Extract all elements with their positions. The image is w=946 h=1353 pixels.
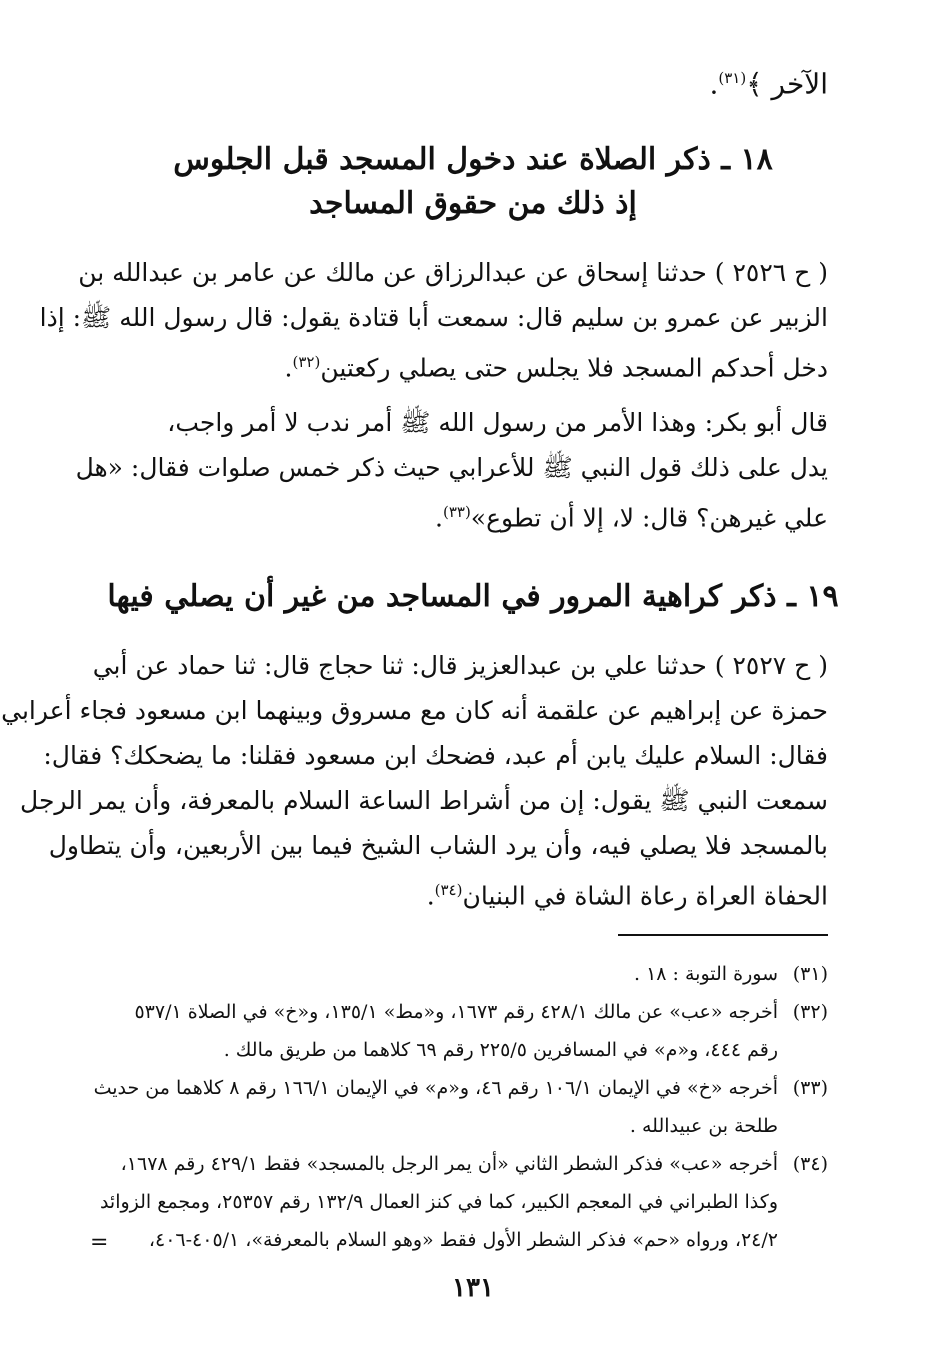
section-heading-19 (100, 575, 846, 619)
paragraph-line: ( ح ٢٥٢٦ ) حدثنا إسحاق عن عبدالرزاق عن مالك عن عامر بن عبدالله بن (78, 258, 828, 287)
footnote-34 (99, 1145, 828, 1259)
paragraph-line (128, 340, 828, 390)
section-heading-19-line1: ١٩ ـ ذكر كراهية المرور في المساجد من غير أن يصلي فيها (107, 579, 839, 614)
paragraph-line: يدل على ذلك قول النبي ﷺ للأعرابي حيث ذكر خمس صلوات فقال: «هل (75, 453, 828, 482)
verse-ending-period: . (709, 67, 719, 101)
footnote-line: وكذا الطبراني في المعجم الكبير، كما في كنز العمال ١٣٢/٩ رقم ٢٥٣٥٧، ومجمع الزوائد (99, 1191, 778, 1213)
footnote-ref-31: (٣١) (718, 69, 747, 87)
footnote-32 (128, 993, 828, 1069)
paragraph-line (128, 490, 828, 540)
footnote-number: (٣٣) (792, 1077, 828, 1099)
paragraph-line (128, 868, 828, 918)
footnote-line: سورة التوبة : ١٨ . (634, 963, 778, 985)
paragraph-line-text: الحفاة العراة رعاة الشاة في البنيان (462, 881, 828, 911)
footnote-body (100, 1145, 778, 1259)
page-number: ١٣١ (452, 1273, 494, 1303)
footnote-ref-32: (٣٢) (292, 353, 321, 371)
hadith-2527-paragraph (1, 643, 828, 918)
paragraph-line: الزبير عن عمرو بن سليم قال: سمعت أبا قتادة يقول: قال رسول الله ﷺ: إذا (39, 303, 828, 332)
footnotes (93, 955, 828, 1259)
footnote-number: (٣٢) (792, 1001, 828, 1023)
section-heading-18 (100, 138, 846, 226)
footnote-ref-33: (٣٣) (442, 503, 471, 521)
paragraph-line-end: . (435, 503, 443, 533)
paragraph-line: بالمسجد فلا يصلي فيه، وأن يرد الشاب الشيخ فيما بين الأربعين، وأن يتطاول (48, 831, 828, 860)
verse-ending-text: الآخر ﴾ (746, 67, 828, 101)
footnote-line: رقم ٤٤٤، و«م» في المسافرين ٢٢٥/٥ رقم ٦٩ كلاهما من طريق مالك . (223, 1039, 778, 1061)
paragraph-line: ( ح ٢٥٢٧ ) حدثنا علي بن عبدالعزيز قال: ثنا حجاج قال: ثنا حماد عن أبي (92, 651, 828, 680)
footnote-31 (128, 955, 828, 993)
paragraph-line: فقال: السلام عليك يابن أم عبد، فضحك ابن مسعود فقلنا: ما يضحكك؟ فقال: (43, 741, 828, 770)
footnote-33 (93, 1069, 828, 1145)
paragraph-line-end: . (284, 353, 293, 383)
footnote-number: (٣١) (792, 963, 828, 985)
abu-bakr-comment-paragraph (75, 400, 828, 540)
footnote-line: أخرجه «عب» عن مالك ٤٢٨/١ رقم ١٦٧٣، و«مط» ١٣٥/١، و«خ» في الصلاة ٥٣٧/١ (134, 1001, 778, 1023)
continuation-mark: = (90, 1230, 109, 1255)
footnote-number: (٣٤) (792, 1153, 828, 1175)
paragraph-line: سمعت النبي ﷺ يقول: إن من أشراط الساعة السلام بالمعرفة، وأن يمر الرجل (20, 786, 828, 815)
footnote-ref-34: (٣٤) (434, 881, 463, 899)
hadith-2526-paragraph (39, 250, 828, 390)
paragraph-line: حمزة عن إبراهيم عن علقمة أنه كان مع مسروق وبينهما ابن مسعود فجاء أعرابي (1, 696, 828, 725)
paragraph-line-end: . (426, 881, 435, 911)
footnote-line: أخرجه «عب» فذكر الشطر الثاني «أن يمر الرجل بالمسجد» فقط ٤٢٩/١ رقم ١٦٧٨، (120, 1153, 778, 1175)
footnote-body (94, 1069, 778, 1145)
section-heading-18-line1: ١٨ ـ ذكر الصلاة عند دخول المسجد قبل الجلوس (173, 142, 773, 177)
footnote-line: ٢٤/٢، ورواه «حم» فذكر الشطر الأول فقط «وهو السلام بالمعرفة»، ٤٠٥/١-٤٠٦، (148, 1229, 778, 1251)
footnote-body (128, 955, 778, 993)
footnote-line: أخرجه «خ» في الإيمان ١٠٦/١ رقم ٤٦، و«م» في الإيمان ١٦٦/١ رقم ٨ كلاهما من حديث (93, 1077, 778, 1099)
footnote-line: طلحة بن عبيدالله . (629, 1115, 778, 1137)
footnote-body (128, 993, 778, 1069)
paragraph-line-text: دخل أحدكم المسجد فلا يجلس حتى يصلي ركعتين (320, 353, 828, 383)
footnote-separator (618, 934, 828, 936)
paragraph-line: قال أبو بكر: وهذا الأمر من رسول الله ﷺ أمر ندب لا أمر واجب، (167, 408, 828, 437)
paragraph-line-text: علي غيرهن؟ قال: لا، إلا أن تطوع» (470, 503, 828, 533)
section-heading-18-line2: إذ ذلك من حقوق المساجد (309, 186, 637, 221)
previous-verse-ending (709, 58, 828, 104)
